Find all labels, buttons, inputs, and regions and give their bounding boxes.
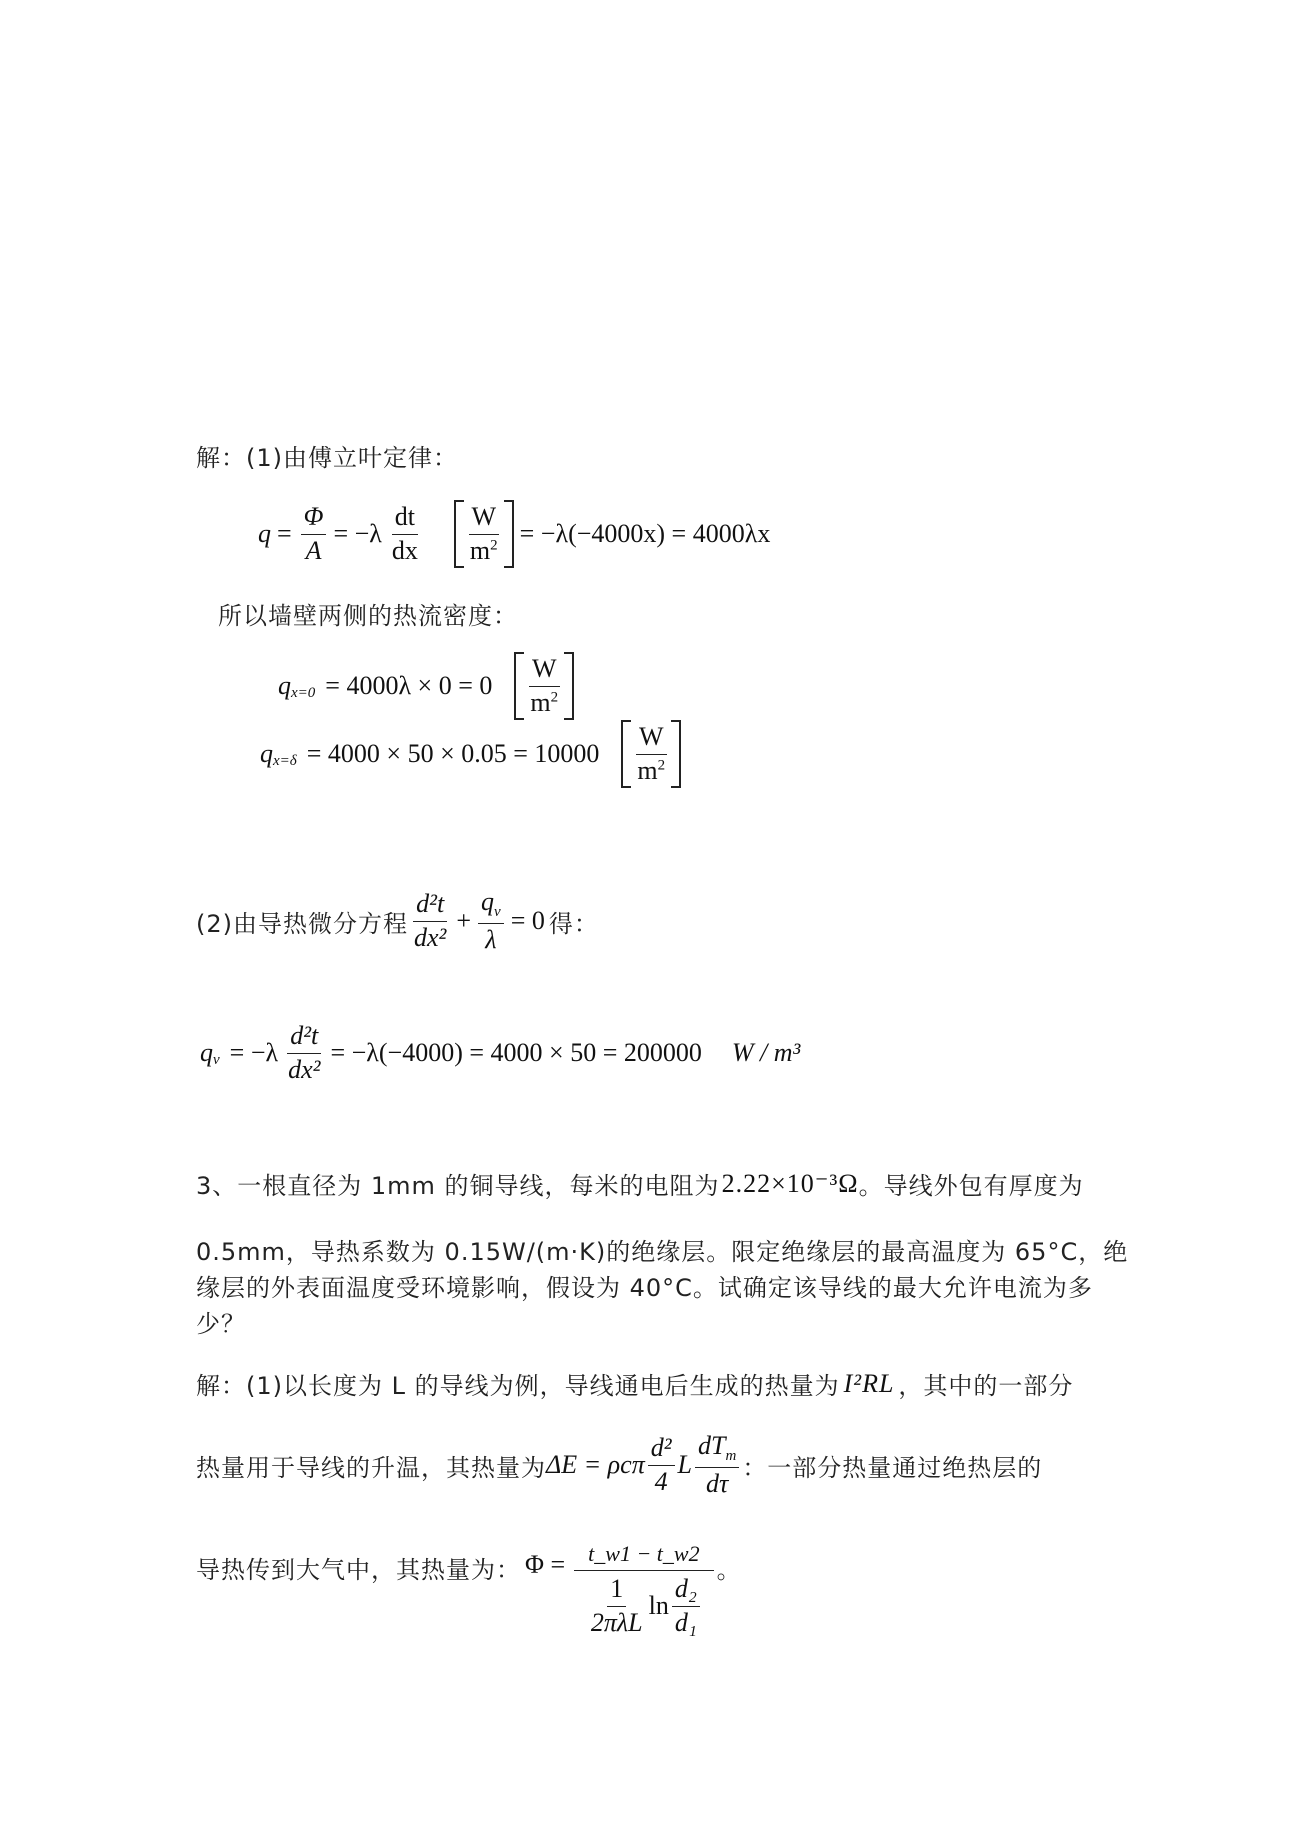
right-bracket-icon <box>504 500 514 568</box>
solution3-text: 导热传到大气中，其热量为： <box>196 1556 521 1584</box>
joule-heat-expression: I²RL <box>843 1368 895 1398</box>
cylindrical-conduction-fraction <box>574 1542 713 1637</box>
thermal-resistance <box>582 1571 706 1637</box>
unit-bracket <box>621 720 681 788</box>
fourier-law-equation <box>258 500 770 568</box>
fraction-numerator: dT <box>698 1431 726 1460</box>
d2-over-d1 <box>672 1575 700 1637</box>
unit-exponent: 2 <box>550 688 559 705</box>
unit-exponent: 2 <box>657 756 666 773</box>
right-bracket-icon <box>564 652 574 720</box>
left-bracket-icon <box>621 720 631 788</box>
fraction-denominator: dx² <box>288 1054 321 1084</box>
numerator-subscript: v <box>494 904 501 921</box>
problem3-line3: 缘层的外表面温度受环境影响，假设为 40°C。试确定该导线的最大允许电流为多 <box>196 1274 1093 1302</box>
unit-denominator: m <box>469 535 491 565</box>
q-xdelta-rhs: = 4000 × 50 × 0.05 = 10000 <box>306 739 600 768</box>
fraction-numerator: d²t <box>287 1022 321 1054</box>
fraction-denominator: dτ <box>706 1468 729 1498</box>
problem3-line1 <box>196 1166 1084 1201</box>
fraction-numerator: d₂ <box>672 1575 700 1607</box>
d2t-dx2-fraction <box>285 1022 323 1084</box>
problem3-text: 3、一根直径为 1mm 的铜导线，每米的电阻为 <box>196 1172 720 1200</box>
d2-over-4-fraction <box>648 1434 675 1496</box>
unit-denominator: m <box>530 687 551 717</box>
part2-suffix: 得： <box>548 909 599 938</box>
problem3-line4: 少？ <box>196 1310 246 1338</box>
delta-e-equation <box>546 1432 742 1498</box>
d2t-dx2-fraction <box>411 890 449 952</box>
q-xdelta-equation <box>260 720 687 788</box>
equals-sign: = <box>277 519 292 548</box>
q-subscript: v <box>213 1051 220 1068</box>
solution3-line3 <box>196 1542 742 1637</box>
unit-fraction <box>467 503 501 565</box>
dtm-dtau-fraction <box>695 1432 739 1498</box>
part2-prefix: (2)由导热微分方程 <box>196 909 408 938</box>
heat-conduction-equation <box>408 888 545 954</box>
length-symbol: L <box>677 1450 692 1480</box>
problem3-line2: 0.5mm，导热系数为 0.15W/(m·K)的绝缘层。限定绝缘层的最高温度为 65°C，绝 <box>196 1238 1129 1266</box>
solution3-text: ，其中的一部分 <box>898 1372 1074 1400</box>
right-bracket-icon <box>671 720 681 788</box>
q-symbol: q <box>260 739 273 768</box>
qv-unit: W / m³ <box>731 1038 801 1068</box>
fraction-numerator: d²t <box>413 890 447 922</box>
plus-sign: + <box>456 906 472 936</box>
unit-fraction <box>634 723 668 785</box>
solution3-line1 <box>196 1366 1073 1401</box>
unit-numerator: W <box>529 655 560 687</box>
q-symbol: q <box>258 519 271 548</box>
period: 。 <box>716 1556 742 1584</box>
fourier-rhs: = −λ(−4000x) = 4000λx <box>519 519 771 548</box>
fraction-denominator: A <box>305 535 322 565</box>
left-bracket-icon <box>514 652 524 720</box>
delta-e-prefix: ΔE = ρcπ <box>546 1450 645 1480</box>
fraction-denominator: λ <box>485 924 497 954</box>
unit-exponent: 2 <box>490 536 498 553</box>
unit-bracket <box>454 500 514 568</box>
phi-symbol: Φ = <box>525 1550 566 1579</box>
q-x0-rhs: = 4000λ × 0 = 0 <box>325 671 493 700</box>
problem3-text: 。导线外包有厚度为 <box>858 1172 1084 1200</box>
fraction-denominator: dx² <box>414 922 447 952</box>
fraction-numerator: Φ <box>301 503 327 535</box>
q-subscript: x=0 <box>291 684 316 701</box>
minus-lambda: = −λ <box>229 1038 279 1068</box>
unit-numerator: W <box>469 503 500 535</box>
resistance-value: 2.22×10⁻³Ω <box>721 1168 859 1198</box>
q-symbol: q <box>278 671 291 700</box>
fraction-denominator: 2πλL <box>590 1607 643 1637</box>
solution3-line2 <box>196 1432 1042 1498</box>
fraction-numerator: dt <box>392 503 418 535</box>
qv-lambda-fraction <box>478 888 504 954</box>
one-over-2pilambdaL <box>588 1575 646 1637</box>
walls-heat-flux-text: 所以墙壁两侧的热流密度： <box>218 602 518 630</box>
temperature-difference: t_w1 − t_w2 <box>574 1542 713 1571</box>
unit-bracket <box>514 652 574 720</box>
q-x0-equation <box>278 652 580 720</box>
solution3-text: 热量用于导线的升温，其热量为 <box>196 1453 546 1482</box>
fraction-numerator: q <box>481 887 495 916</box>
fraction-numerator: 1 <box>607 1575 626 1607</box>
numerator-subscript: m <box>725 1448 737 1465</box>
fraction-denominator: d₁ <box>674 1607 697 1637</box>
equals-zero: = 0 <box>510 906 545 936</box>
qv-rhs: = −λ(−4000) = 4000 × 50 = 200000 <box>330 1038 702 1068</box>
solution3-text: 解：(1)以长度为 L 的导线为例，导线通电后生成的热量为 <box>196 1372 840 1400</box>
fraction-denominator: dx <box>391 535 418 565</box>
q-subscript: x=δ <box>273 752 297 769</box>
phi-over-a-fraction <box>301 503 327 565</box>
dt-over-dx-fraction <box>389 503 421 565</box>
unit-numerator: W <box>636 723 667 755</box>
unit-fraction <box>527 655 561 717</box>
qv-equation <box>200 1022 800 1084</box>
left-bracket-icon <box>454 500 464 568</box>
minus-lambda: = −λ <box>333 519 382 548</box>
fraction-denominator: 4 <box>654 1466 668 1496</box>
fraction-numerator: d² <box>648 1434 675 1466</box>
solution-part1-heading: 解：(1)由傅立叶定律： <box>196 444 458 472</box>
solution-part2-heading <box>196 888 599 954</box>
solution3-text: ：一部分热量通过绝热层的 <box>742 1453 1043 1482</box>
unit-denominator: m <box>637 755 658 785</box>
q-symbol: q <box>200 1038 213 1068</box>
ln-symbol: ln <box>648 1590 669 1620</box>
